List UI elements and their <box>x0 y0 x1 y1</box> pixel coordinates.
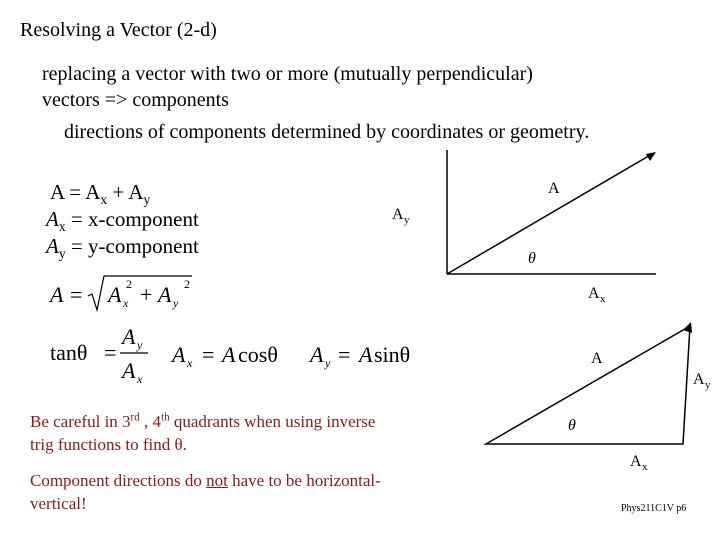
svg-text:y: y <box>705 379 711 391</box>
ay-definition: $A_y$ = y-component <box>46 234 199 262</box>
ax-definition: $A_x$ = x-component <box>46 207 199 235</box>
svg-text:A: A <box>122 324 136 349</box>
definition-line-1: replacing a vector with two or more (mutually perpendicular) <box>42 63 533 85</box>
svg-text:2: 2 <box>126 277 132 291</box>
svg-text:x: x <box>600 293 606 305</box>
page-reference: Phys211C1V p6 <box>621 503 687 514</box>
svg-text:tanθ: tanθ <box>50 340 88 365</box>
svg-text:y: y <box>325 356 331 370</box>
svg-text:x: x <box>642 461 648 473</box>
svg-text:x: x <box>187 356 193 370</box>
theta-label: θ <box>528 250 536 267</box>
ay-label: A <box>392 206 404 223</box>
direction-note-line-2: vertical! <box>30 494 87 513</box>
svg-text:A: A <box>172 342 186 367</box>
svg-text:y: y <box>137 338 143 352</box>
quadrant-note-line-1: Be careful in 3rd , 4th quadrants when using inverse <box>30 411 376 431</box>
svg-text:A: A <box>122 358 136 383</box>
svg-text:A: A <box>310 342 324 367</box>
svg-text:A: A <box>359 342 373 367</box>
svg-text:x: x <box>123 296 129 310</box>
definition-line-2: vectors => components <box>42 89 229 111</box>
svg-text:x: x <box>137 372 143 384</box>
svg-text:A: A <box>158 282 172 307</box>
svg-text:=: = <box>104 340 117 365</box>
ax-label-2: A <box>630 453 642 470</box>
definition-line-3: directions of components determined by coordinates or geometry. <box>64 121 590 143</box>
svg-text:2: 2 <box>184 277 190 291</box>
magnitude-equals: = <box>70 282 83 307</box>
vector-a-arrowhead-2 <box>683 322 692 333</box>
quadrant-note-line-2: trig functions to find θ. <box>30 435 187 454</box>
vector-a-label-2: A <box>591 350 603 367</box>
svg-text:=: = <box>338 342 351 367</box>
theta-label-2: θ <box>568 417 576 434</box>
ax-label: A <box>588 285 600 302</box>
svg-text:A: A <box>108 282 122 307</box>
svg-text:sinθ: sinθ <box>374 342 411 367</box>
svg-text:=: = <box>202 342 215 367</box>
ay-label-2: A <box>693 371 705 388</box>
magnitude-a: A <box>50 282 64 307</box>
slide-title: Resolving a Vector (2-d) <box>20 19 217 41</box>
vector-sum-equation: $A = A_x + A_y$ <box>50 180 151 208</box>
component-triangle <box>486 326 690 444</box>
svg-text:cosθ: cosθ <box>238 342 278 367</box>
direction-note-line-1: Component directions do not have to be horizontal- <box>30 471 381 490</box>
svg-text:y: y <box>173 296 179 310</box>
svg-text:y: y <box>404 214 410 226</box>
svg-text:+: + <box>140 282 153 307</box>
vector-a-label: A <box>548 180 560 197</box>
svg-text:A: A <box>222 342 236 367</box>
